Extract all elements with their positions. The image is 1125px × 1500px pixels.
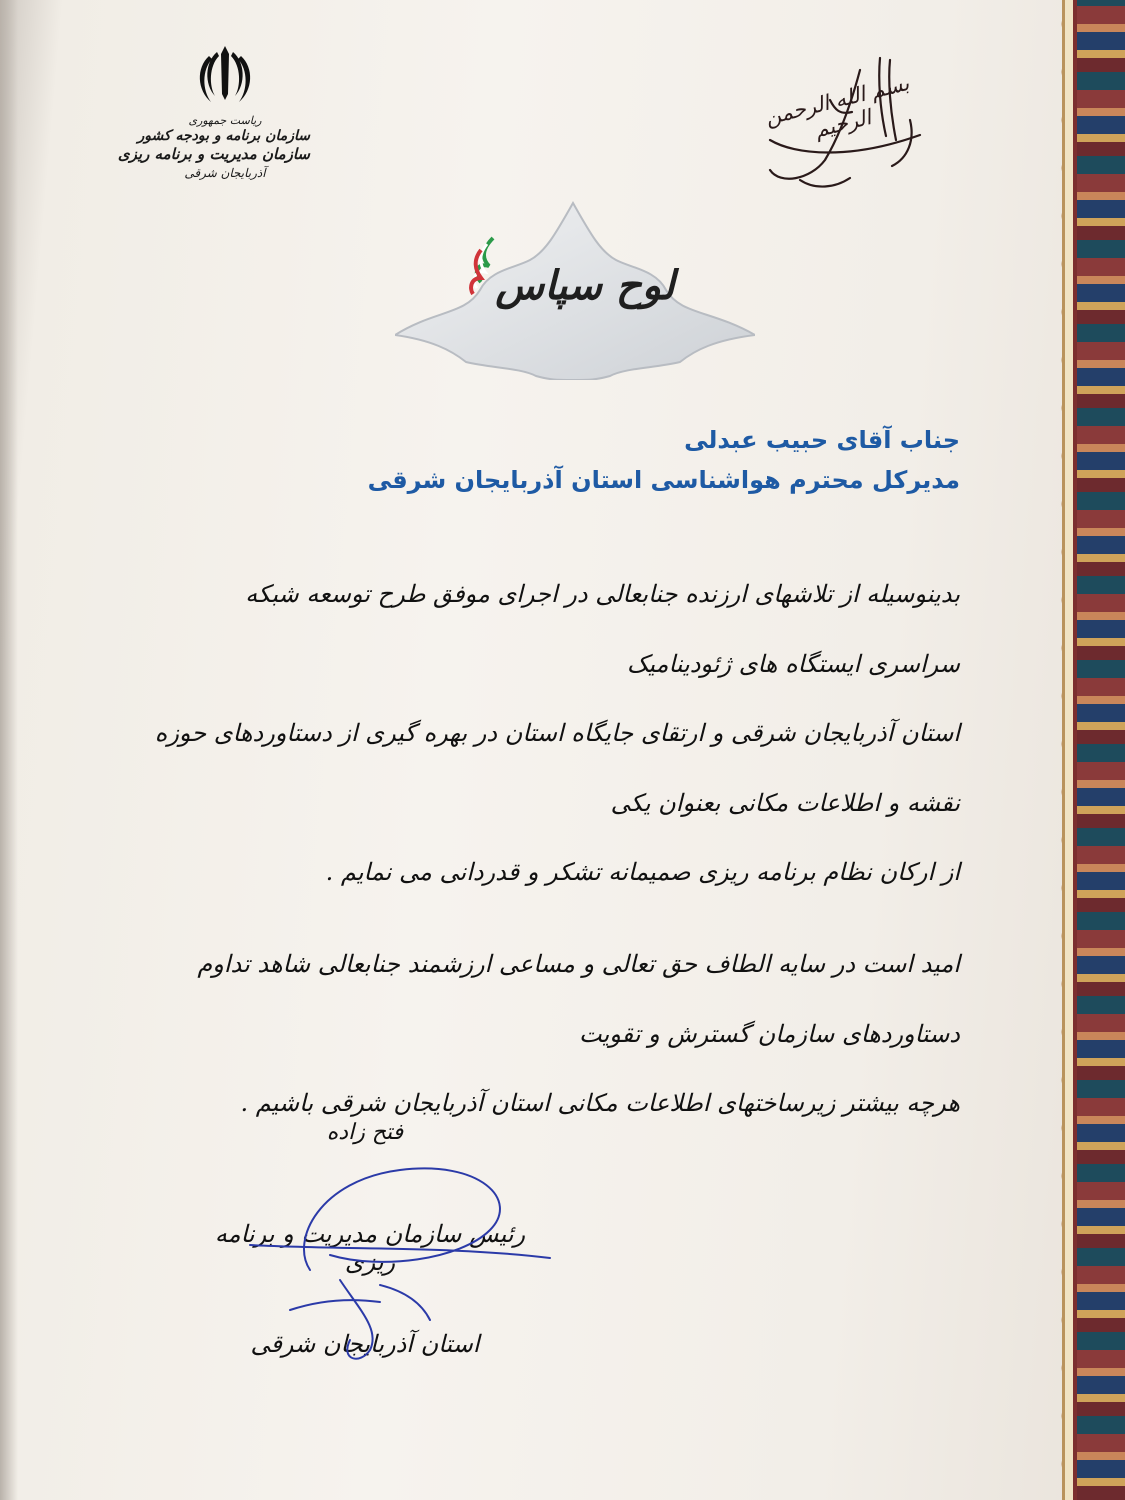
recipient-title: مدیرکل محترم هواشناسی استان آذربایجان شرقی bbox=[367, 466, 960, 494]
bismillah-calligraphy bbox=[740, 40, 940, 200]
org-management: سازمان مدیریت و برنامه ریزی bbox=[117, 145, 310, 164]
decorative-border bbox=[1062, 0, 1125, 1500]
recipient-name: جناب آقای حبیب عبدلی bbox=[684, 426, 960, 454]
org-province: آذربایجان شرقی bbox=[184, 166, 266, 180]
handwritten-signature bbox=[230, 1150, 560, 1380]
org-budget: سازمان برنامه و بودجه کشور bbox=[137, 127, 310, 144]
flag-ribbon-icon bbox=[463, 236, 503, 296]
body-line: امید است در سایه الطاف حق تعالی و مساعی ارزشمند جنابعالی شاهد تداوم دستاوردهای سازمان گسترش و تقویت bbox=[197, 949, 960, 1048]
organization-header bbox=[117, 40, 310, 181]
body-line: استان آذربایجان شرقی و ارتقای جایگاه استان در بهره گیری از دستاوردهای حوزه نقشه و اطلاعات مکانی بعنوان یکی bbox=[154, 719, 960, 817]
paper-shadow-edge bbox=[0, 0, 18, 1500]
certificate-title: لوح سپاس bbox=[495, 262, 675, 309]
body-line: هرچه بیشتر زیرساختهای اطلاعات مکانی استان آذربایجان شرقی باشیم . bbox=[240, 1089, 960, 1118]
recipient-block bbox=[300, 420, 970, 500]
signatory-name: فتح زاده bbox=[326, 1120, 404, 1145]
iran-emblem-icon bbox=[190, 40, 260, 110]
body-line: از ارکان نظام برنامه ریزی صمیمانه تشکر و قدردانی می نمایم . bbox=[325, 858, 960, 887]
body-line: بدینوسیله از تلاشهای ارزنده جنابعالی در اجرای موفق طرح توسعه شبکه سراسری ایستگاه های ژئودینامیک bbox=[245, 580, 960, 678]
signatory-region: استان آذربایجان شرقی bbox=[250, 1330, 480, 1358]
signatory-title: رئیس سازمان مدیریت و برنامه ریزی bbox=[214, 1220, 526, 1276]
org-presidency: ریاست جمهوری bbox=[188, 114, 262, 127]
bismillah-text: بسم الله الرحمن الرحیم bbox=[762, 70, 912, 143]
title-plaque bbox=[395, 200, 755, 380]
certificate-body bbox=[150, 560, 960, 1139]
